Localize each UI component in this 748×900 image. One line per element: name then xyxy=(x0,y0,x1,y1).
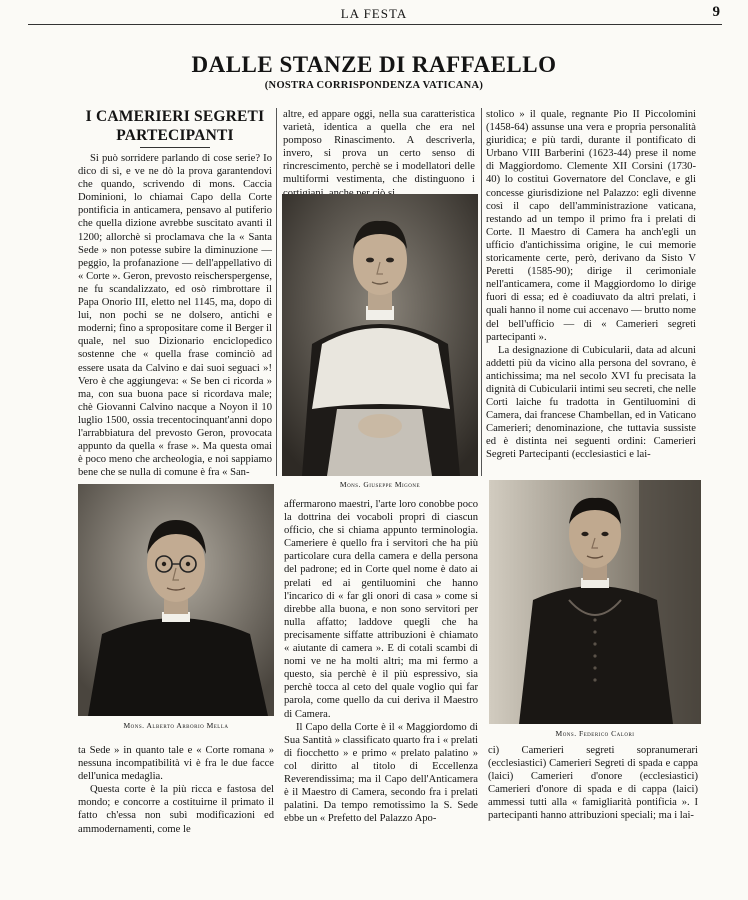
right-column-top-text xyxy=(486,108,696,476)
page-number: 9 xyxy=(712,4,720,20)
photo-giuseppe-migone xyxy=(282,194,478,476)
caption-alberto-arborio-mella: Mons. Alberto Arborio Mella xyxy=(123,721,229,730)
middle-column-bottom-text xyxy=(284,498,478,894)
right-paragraph-top: stolico » il quale, regnante Pio II Piccolomini (1458-64) assunse una vera e propria personalità giuridica; e più tardi, durante il pontificato di Urbano VIII Barberini (1623-44) prese il nome di Maggiordomo. Clemente XII Corsini (1730-40) lo costituì Governatore del Conclave, e gli concesse giurisdizione nel Palazzo: egli divenne così il capo dell'amministrazione vaticana, restando ad un tempo il primo fra i prelati di Corte. Il Maestro di Camera ha anch'egli un ufficio d'antichissima origine, le cui memorie storicamente certe, però, derivano da Sisto V Peretti (1585-90); dirige il cerimoniale nell'anticamera, come il Maggiordomo lo dirige fuori di essa; ed è coadiuvato da altri prelati, i quali hanno il nome cui accenavo — brutto nome del bell'ufficio — di « Camerieri segreti partecipanti ». xyxy=(486,109,696,343)
article-title: DALLE STANZE DI RAFFAELLO xyxy=(191,52,557,77)
right-paragraph-bottom: ci) Camerieri segreti sopranumerari (ecclesiastici) Camerieri Segreti di spada e cappa (laici) Camerieri d'onore (ecclesiastici) Camerieri d'onore di spada e di cappa (laici) ammessi tutti alla « famigliarità pontificia ». I partecipanti hanno attribuzioni speciali; ma i lai- xyxy=(488,745,698,822)
column-divider-right xyxy=(481,108,482,476)
left-column-bottom-text xyxy=(78,744,274,892)
header-rule xyxy=(28,24,722,25)
section-title: I CAMERIERI SEGRETI PARTECIPANTI xyxy=(85,108,265,144)
middle-paragraph-bottom: affermarono maestri, l'arte loro conobbe poco la dottrina dei vocaboli propri di ciascun officio, che si chiama appunto terminologia. Cameriere è quello fra i servitori che ha più particolare cura della camera e della persona del padrone; ed in Corte quel nome è dato ai prelati ed ai gentiluomini che hanno l'incarico di « far gli onori di casa » come si direbbe alla buona, e non sono servitori per nulla affatto; laddove quegli che ha precisamente siffatte attribuzioni è chiamato « aiutante di camera ». E di cotali scambi di nomi ve ne ha molti altri; ma mi fermo a questo, sia perchè è il più espressivo, sia perchè tocca al ceto del quale voglio qui far parola, come quello da cui deriva il Maestro di Camera. xyxy=(284,499,478,720)
portrait-illustration xyxy=(78,484,274,716)
middle-column-top-text xyxy=(283,108,475,188)
photo-federico-calori xyxy=(489,480,701,724)
left-paragraph: Si può sorridere parlando di cose serie? Io dico di sì, e ve ne dò la prova garantendovi che quando, scrivendo di mons. Caccia Dominioni, lo chiamai Capo della Corte pontificia in anticamera, pensavo al putiferio che quella dizione avrebbe suscitato avanti il 1200; allorchè si proclamava che la « Santa Sede » non potesse subire la diminuzione — peggio, la profanazione — dell'appellativo di « Corte ». Geron, prevosto reischerspergense, ne fu scandalizzato, ed osò rimbrottare il Papa Onorio III, eletto nel 1145, ma, dopo di lui, non pochi se ne dolsero, antichi e moderni; fino a spropositare come il Berger il quale, nel suo Dizionario enciclopedico sostenne che « quella frase cominciò ad essere usata da Calvino e dai suoi seguaci »! Vero è che aggiungeva: « Se ben ci ricorda » ma, con sua buona pace si ricordava male; chè Giovanni Calvino nacque a Noyon il 10 luglio 1500, ossia trecentocinquant'anni dopo l'arrabbiatura del prevosto Geron, provocata appunto da quella « frase ». Ma questa omai è poco meno che archeologia, e noi sappiamo bene che se nulla di comune è fra « San- xyxy=(78,153,272,479)
running-head: LA FESTA xyxy=(340,6,408,21)
middle-paragraph-bottom-2: Il Capo della Corte è il « Maggiordomo di Sua Santità » classificato quarto fra i « prelati di fiocchetto » e primo « prelato palatino » col diritto al titolo di Eccellenza Reverendissima; ma il Capo dell'Anticamera è il Maestro di Camera, secondo fra i prelati palatini. Da tempo remotissimo la S. Sede ebbe un « Prefetto del Palazzo Apo- xyxy=(284,721,478,825)
photo-alberto-arborio-mella xyxy=(78,484,274,716)
portrait-illustration xyxy=(489,480,701,724)
column-divider-left xyxy=(276,108,277,476)
portrait-illustration xyxy=(282,194,478,476)
caption-federico-calori: Mons. Federico Calori xyxy=(555,729,635,738)
left-column-text xyxy=(78,152,272,480)
middle-paragraph-top: altre, ed appare oggi, nella sua caratteristica varietà, identica a quella che era nel pomposo Rinascimento. A descriverla, invero, si prova un certo senso di rincrescimento, perchè se i modellatori delle multiformi vestimenta, che distinguono i xyxy=(283,109,475,186)
section-rule xyxy=(140,147,210,148)
right-column-bottom-text xyxy=(488,744,698,892)
left-paragraph-continued: ta Sede » in quanto tale e « Corte romana » nessuna incompatibilità vi è fra le due facce dell'unica medaglia. xyxy=(78,745,274,783)
article-subtitle: (NOSTRA CORRISPONDENZA VATICANA) xyxy=(264,80,484,91)
caption-giuseppe-migone: Mons. Giuseppe Migone xyxy=(339,480,421,489)
left-paragraph-bottom: Questa corte è la più ricca e fastosa del mondo; e concorre a costituirne il primato il fatto ch'essa non subì modificazioni ed ammodernamenti, come le xyxy=(78,784,274,835)
right-paragraph-top-2: La designazione di Cubicularii, data ad alcuni addetti più da vicino alla persona del sovrano, è antichissima; ma nel secolo XVI fu precisata la dignità di Cubicularii intimi seu secreti, che nelle Corti laiche fu tradotta in Gentiluomini di Camera, dai francese Chambellan, ed in Vaticano Camerieri; denominazione, che tuttavia sussiste ed è distinta nei seguenti ordini: Camerieri Segreti Partecipanti (ecclesiastici e lai- xyxy=(486,344,696,461)
